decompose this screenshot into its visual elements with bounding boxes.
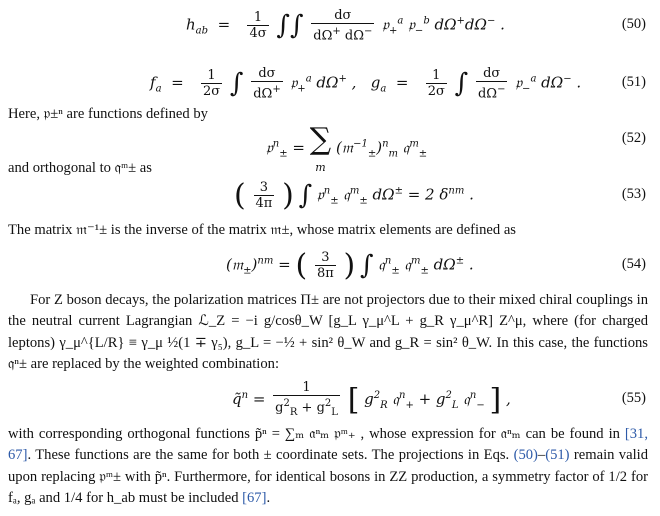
equation-55 — [0, 378, 660, 418]
text-line: and orthogonal to 𝔮ᵐ± as — [8, 160, 152, 176]
paragraph — [8, 424, 648, 509]
text-run: with corresponding orthogonal functions p̃ⁿ = ∑ₘ 𝔞ⁿₘ 𝔭ᵐ₊ , whose expression for 𝔞ⁿₘ can be found in — [8, 426, 625, 442]
equation-50 — [0, 4, 660, 44]
equation-55-body: q̃$^n$ = $\frac{1}{g^2_R + g^2_L}$ [ $g^2_R$ 𝔮$^n_+$ + $g^2_L$ 𝔮$^n_-$ ] , — [232, 380, 511, 418]
equation-50-body: $h_{ab}$ = $\frac{1}{4\sigma}$ ∫∫ $\frac{d\sigma}{d\Omega^+ d\Omega^-}$ 𝔭$_+^a$ 𝔭$_-^b$ dΩ+dΩ− . — [186, 8, 505, 44]
equation-54-body: (𝔪$_\pm$)$^{nm}$ = ( $\frac{3}{8\pi}$ ) ∫ 𝔮$^n_\pm$ 𝔮$^m_\pm$ dΩ± . — [226, 248, 474, 283]
equation-53-body: ( $\frac{3}{4\pi}$ ) ∫ 𝔭$^n_\pm$ 𝔮$^m_\pm$ dΩ± = 2 $\delta^{nm}$ . — [234, 178, 474, 213]
paragraph-text — [8, 424, 648, 509]
equation-number: (51) — [621, 74, 646, 90]
equation-number: (54) — [621, 256, 646, 272]
equation-number: (52) — [621, 130, 646, 146]
equation-number: (50) — [621, 16, 646, 32]
sum-symbol: ∑ — [309, 122, 332, 157]
citation-link[interactable]: [31, 67] — [8, 426, 648, 464]
text-line: Here, 𝔭±ⁿ are functions defined by — [8, 106, 208, 122]
equation-53 — [0, 174, 660, 214]
text-run: . — [266, 489, 271, 506]
text-run: . These functions are the same for both ± coordinate sets. The projections in Eqs. — [27, 447, 514, 464]
text-line: The matrix 𝔪⁻¹± is the inverse of the matrix 𝔪±, whose matrix elements are defined as — [8, 222, 516, 238]
equation-ref-link[interactable]: (50) — [513, 447, 538, 464]
paragraph — [8, 220, 648, 241]
equation-54 — [0, 244, 660, 284]
equation-51-body: $f_a$ = $\frac{1}{2\sigma}$ ∫ $\frac{d\sigma}{d\Omega^+}$ 𝔭$_+^a$ dΩ+ , $g_a$ = $\frac{1}{2\sigma}$ ∫ $\frac{d\sigma}{d\Omega^-}$ 𝔭$_-^a$ dΩ− . — [150, 66, 582, 102]
paragraph-text: For Z boson decays, the polarization matrices Π± are not projectors due to their mixed chiral couplings in the neutral current Lagrangian ℒ_Z = −i g/cosθ_W [g_L γ_μ^L + g_R γ_μ^R] Z^μ, where (for charged leptons) γ_μ^{L/R} ≡ γ_μ ½(1 ∓ γ₅), g_L = −½ + sin² θ_W and g_R = sin² θ_W. In this case, the functions 𝔮ⁿ± are replaced by the weighted combination: — [8, 292, 648, 372]
citation-link[interactable]: [67] — [242, 489, 267, 506]
paragraph — [8, 290, 648, 375]
sum-index: m — [315, 161, 326, 174]
equation-ref-link[interactable]: (51) — [545, 447, 570, 464]
equation-number: (55) — [621, 390, 646, 406]
text-run: remain valid upon replacing 𝔭ᵐ± with p̃ⁿ. Furthermore, for identical bosons in ZZ production, a symmetry factor of 1/2 for fₐ, gₐ and 1/4 for h_ab must be included — [8, 447, 648, 506]
equation-51 — [0, 62, 660, 102]
text-run: – — [537, 447, 546, 464]
equation-number: (53) — [621, 186, 646, 202]
equation-52-body: 𝔭$^n_\pm$ = ∑ m (𝔪$^{-1}_\pm$)$^n_m$ 𝔮$^m_\pm$ — [266, 122, 428, 174]
